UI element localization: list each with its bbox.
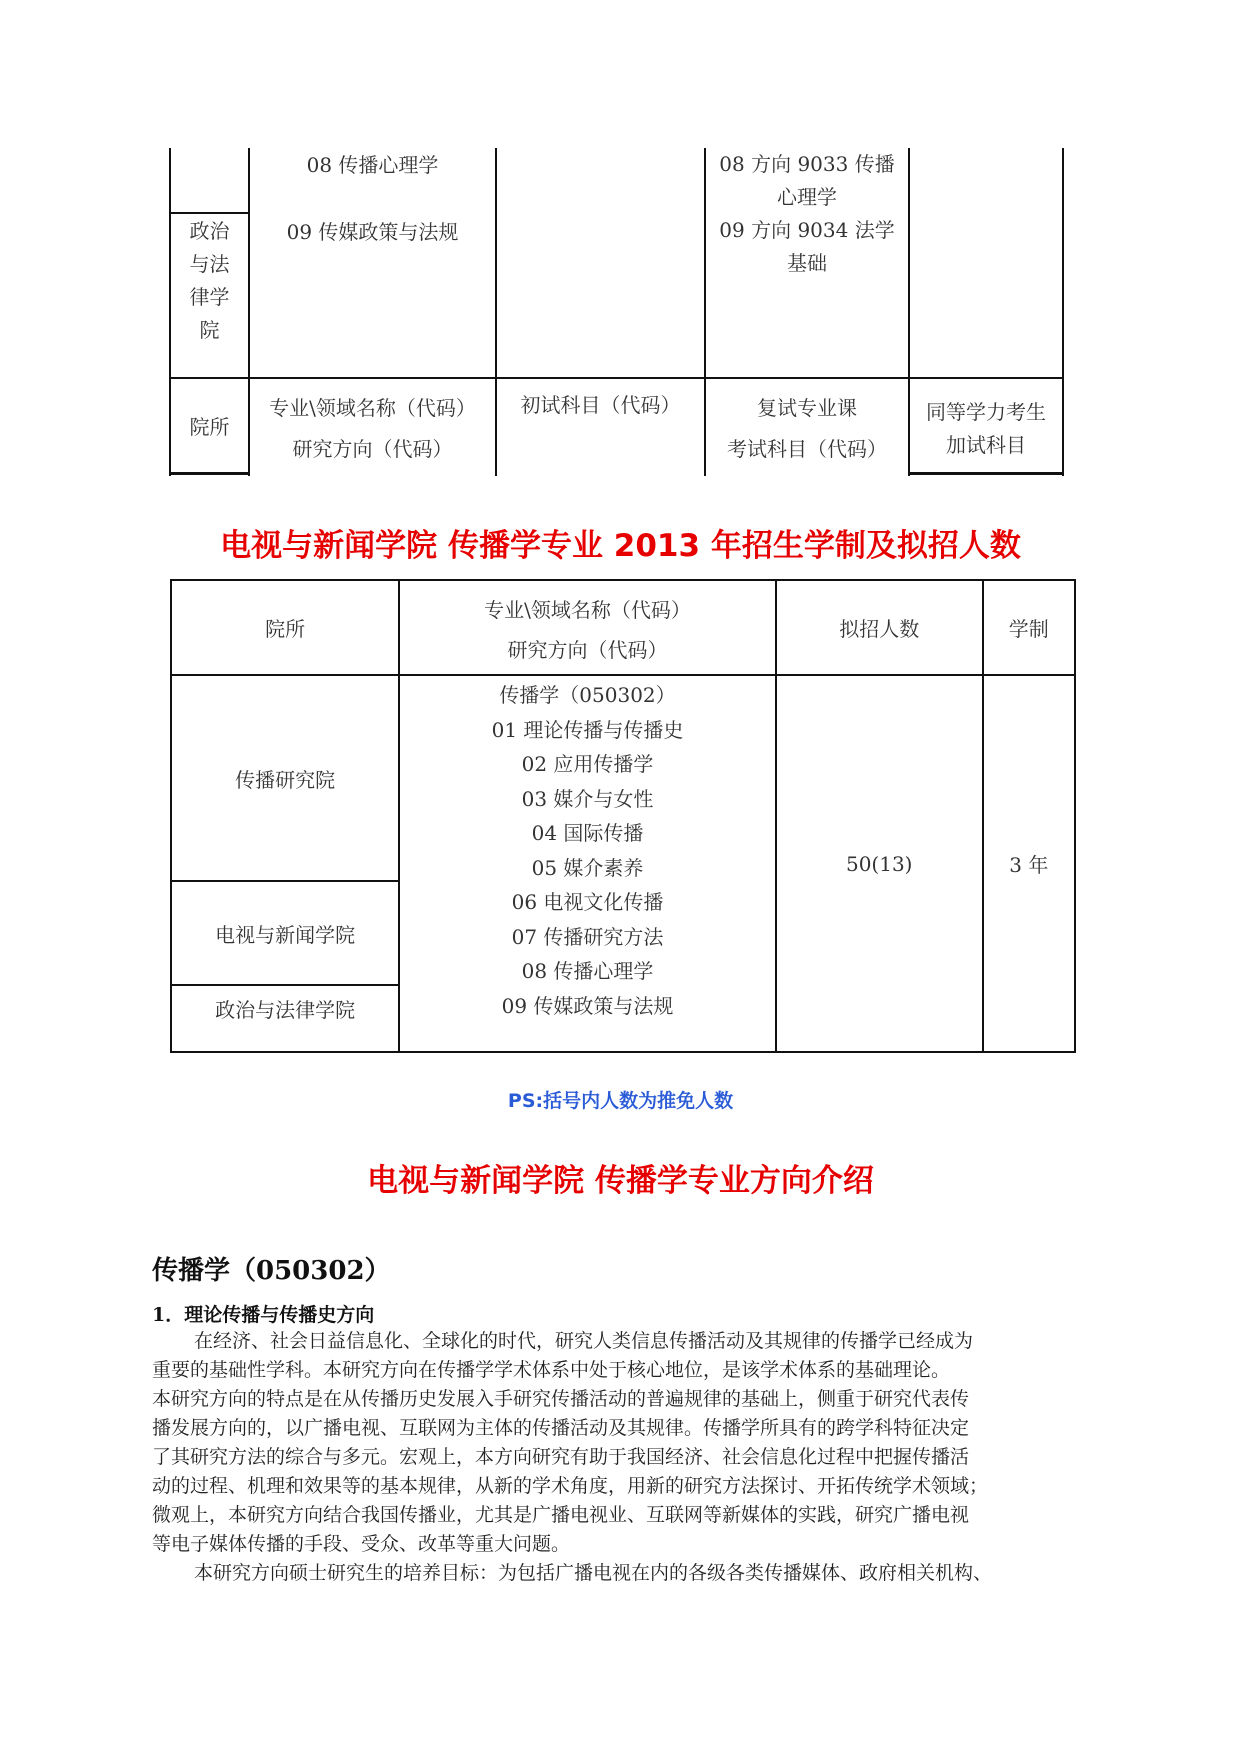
body-line: 本研究方向的特点是在从传播历史发展入手研究传播活动的普遍规律的基础上，侧重于研究代表传	[152, 1388, 970, 1410]
body-line: 了其研究方法的综合与多元。宏观上，本方向研究有助于我国经济、社会信息化过程中把握传播活	[152, 1446, 970, 1468]
table1-direction-08: 08 传播心理学	[306, 153, 439, 177]
body-line: 播发展方向的，以广播电视、互联网为主体的传播活动及其规律。传播学所具有的跨学科特征决定	[152, 1417, 970, 1439]
direction-item: 03 媒介与女性	[521, 786, 654, 811]
body-line: 重要的基础性学科。本研究方向在传播学学术体系中处于核心地位，是该学术体系的基础理论。	[152, 1359, 951, 1381]
section-body	[152, 1327, 1092, 1588]
label-line: 与法	[189, 252, 230, 276]
retest-line: 心理学	[777, 185, 837, 209]
table2-header-years: 学制	[983, 580, 1075, 675]
body-line: 动的过程、机理和效果等的基本规律，从新的学术角度，用新的研究方法探讨、开拓传统学术领域；	[152, 1475, 989, 1497]
table1-bottom-rule-left	[169, 472, 249, 475]
body-line: 本研究方向硕士研究生的培养目标：为包括广播电视在内的各级各类传播媒体、政府相关机构、	[194, 1562, 993, 1584]
retest-line: 09 方向 9034 法学	[719, 218, 895, 242]
header-line: 专业\领域名称（代码）	[484, 597, 691, 622]
table2-header-institute: 院所	[171, 580, 399, 675]
section-subtitle: 1．理论传播与传播史方向	[152, 1304, 375, 1326]
direction-item: 08 传播心理学	[521, 959, 654, 983]
header-line: 同等学力考生	[926, 400, 1046, 424]
direction-item: 02 应用传播学	[521, 752, 654, 776]
table1-cell-rule	[169, 212, 249, 214]
table1-header-major	[250, 388, 495, 470]
table1-border-right	[1062, 148, 1064, 476]
table1-header-extra	[910, 396, 1062, 462]
retest-line: 基础	[787, 251, 827, 275]
header-line: 研究方向（代码）	[292, 437, 453, 461]
enrollment-title: 电视与新闻学院 传播学专业 2013 年招生学制及拟招人数	[220, 528, 1021, 564]
table1-divider-2	[495, 148, 497, 476]
label-line: 律学	[189, 285, 230, 309]
enrollment-table	[170, 579, 1076, 1053]
direction-item: 传播学（050302）	[499, 683, 676, 707]
table2-quota-value: 50(13)	[776, 675, 983, 1052]
label-line: 政治	[189, 219, 230, 243]
direction-item: 04 国际传播	[531, 821, 644, 845]
section-title: 传播学（050302）	[152, 1256, 391, 1286]
table1-bottom-rule-right	[908, 472, 1064, 475]
header-line: 研究方向（代码）	[507, 637, 668, 662]
table1-header-retest	[706, 388, 908, 470]
table2-directions	[399, 675, 776, 1052]
table1-row-rule	[169, 377, 1064, 379]
header-line: 考试科目（代码）	[727, 437, 887, 461]
header-line: 加试科目	[946, 433, 1026, 457]
direction-item: 07 传播研究方法	[511, 924, 664, 949]
header-line: 专业\领域名称（代码）	[269, 396, 476, 420]
ps-note: PS:括号内人数为推免人数	[507, 1090, 734, 1112]
body-line: 在经济、社会日益信息化、全球化的时代，研究人类信息传播活动及其规律的传播学已经成为	[194, 1330, 974, 1352]
direction-intro-title: 电视与新闻学院 传播学专业方向介绍	[367, 1163, 874, 1199]
direction-item: 05 媒介素养	[531, 855, 644, 880]
table2-header-quota: 拟招人数	[776, 580, 983, 675]
label-line: 院	[199, 318, 220, 342]
body-line: 等电子媒体传播的手段、受众、改革等重大问题。	[152, 1533, 571, 1555]
table1-retest-subjects	[706, 148, 908, 280]
header-line: 复试专业课	[757, 396, 857, 420]
direction-item: 09 传媒政策与法规	[501, 993, 674, 1018]
table1-direction-09: 09 传媒政策与法规	[286, 220, 459, 244]
table1-institute-label	[171, 215, 248, 347]
table1-header-exam: 初试科目（代码）	[520, 393, 681, 417]
table2-institute-2: 电视与新闻学院	[171, 881, 399, 985]
direction-item: 01 理论传播与传播史	[491, 717, 684, 742]
direction-item: 06 电视文化传播	[511, 890, 664, 914]
body-line: 微观上，本研究方向结合我国传播业，尤其是广播电视业、互联网等新媒体的实践，研究广播电视	[152, 1504, 970, 1526]
retest-line: 08 方向 9033 传播	[719, 152, 895, 176]
table2-years-value: 3 年	[983, 675, 1075, 1052]
table2-institute-3: 政治与法律学院	[171, 985, 399, 1052]
table1-header-institute: 院所	[189, 415, 230, 439]
table2-institute-1: 传播研究院	[171, 675, 399, 881]
table2-header-major	[399, 580, 776, 675]
